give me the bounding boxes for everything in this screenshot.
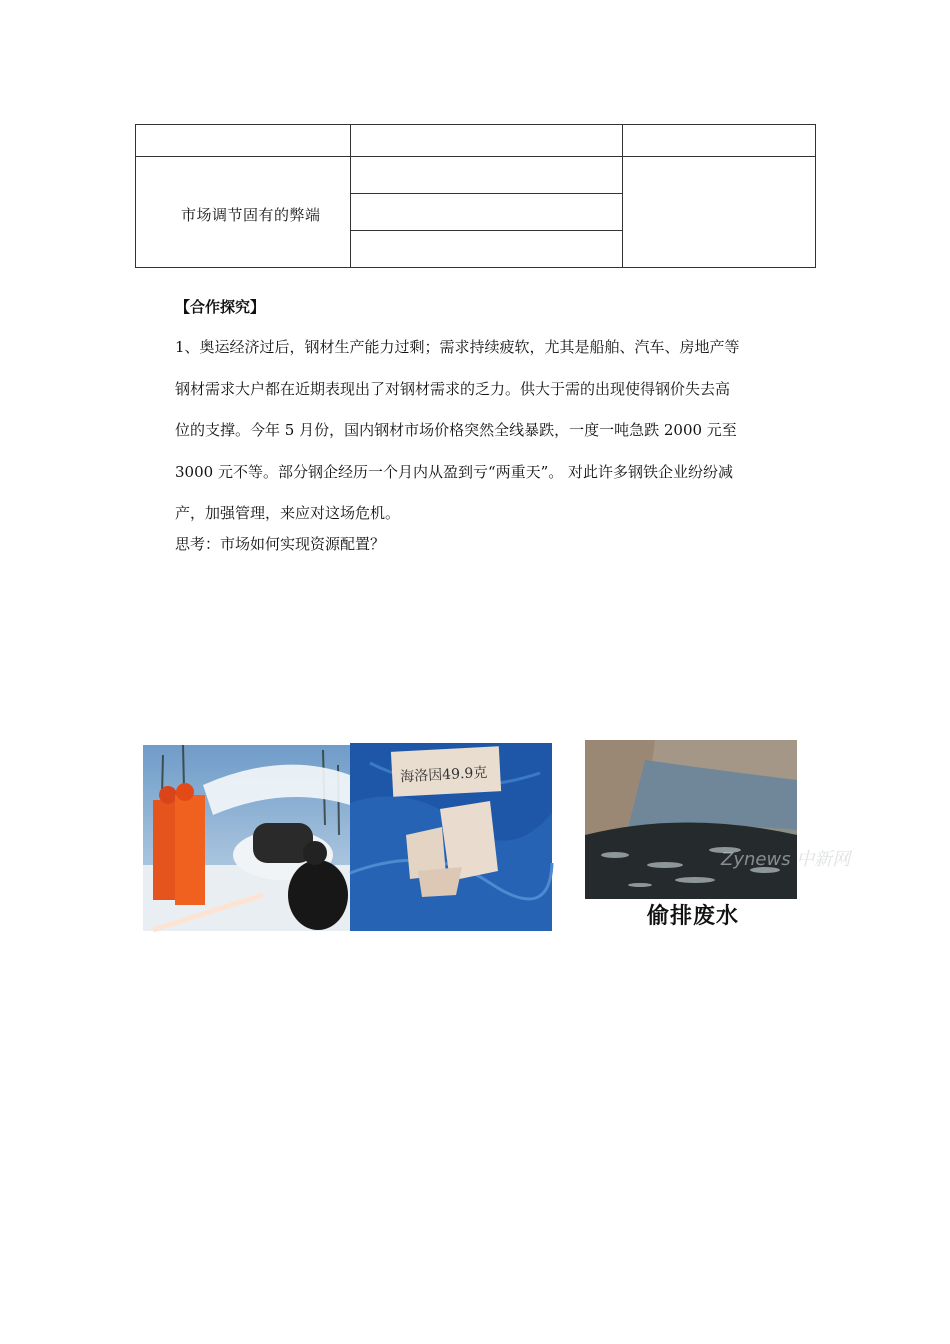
package-photo (350, 743, 552, 931)
section-title: 【合作探究】 (175, 298, 266, 316)
paragraph-line: 3000 元不等。部分钢企经历一个月内从盈到亏“两重天”。 对此许多钢铁企业纷纷减 (175, 462, 734, 481)
paragraph-line: 位的支撑。今年 5 月份，国内钢材市场价格突然全线暴跌，一度一吨急跌 2000 元至 (175, 421, 737, 439)
table-border-right (815, 124, 816, 268)
table-row-label: 市场调节固有的弊端 (181, 206, 321, 224)
case-paragraph (175, 327, 805, 535)
paragraph-line: 钢材需求大户都在近期表现出了对钢材需求的乏力。供大于需的出现使得钢价失去高 (175, 379, 731, 398)
river-watermark: Zynews 中新网 (721, 849, 851, 870)
table-border-top (135, 124, 816, 125)
river-illustration (585, 740, 851, 899)
table-subrow-divider (350, 193, 622, 194)
comparison-table (135, 124, 816, 268)
package-illustration (350, 743, 552, 931)
river-photo (585, 740, 851, 899)
table-col-divider (622, 124, 623, 268)
table-border-left (135, 124, 136, 268)
table-border-bottom (135, 267, 816, 268)
paragraph-line: 1、奥运经济过后，钢材生产能力过剩；需求持续疲软，尤其是船舶、汽车、房地产等 (175, 338, 740, 356)
table-subrow-divider (350, 230, 622, 231)
package-note: 海洛因49.9克 (399, 764, 488, 786)
river-caption: 偷排废水 (647, 904, 740, 929)
firefighters-photo (143, 745, 350, 931)
table-row-divider (135, 156, 816, 157)
table-col-divider (350, 124, 351, 268)
firefighters-illustration (143, 745, 350, 931)
paragraph-line: 产，加强管理，来应对这场危机。 (175, 504, 401, 522)
thinking-question: 思考：市场如何实现资源配置？ (175, 535, 386, 553)
